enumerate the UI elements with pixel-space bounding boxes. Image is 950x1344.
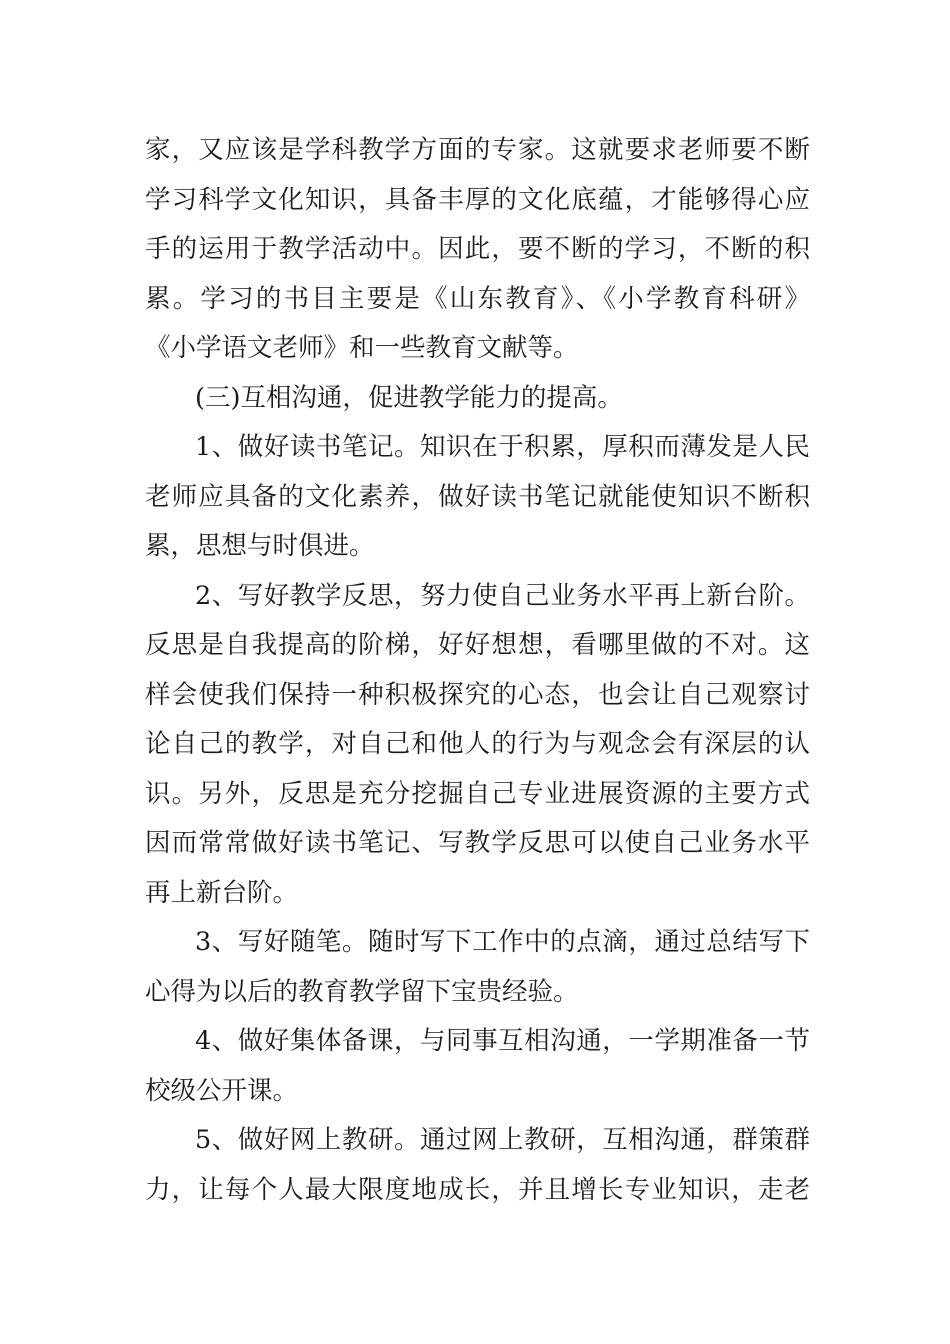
text-line: 样会使我们保持一种积极探究的心态，也会让自己观察讨 bbox=[145, 680, 810, 710]
text-line: 学习科学文化知识，具备丰厚的文化底蕴，才能够得心应 bbox=[145, 185, 810, 215]
text-line: 论自己的教学，对自己和他人的行为与观念会有深层的认 bbox=[145, 729, 810, 759]
text-line: 力，让每个人最大限度地成长，并且增长专业知识，走老 bbox=[145, 1175, 810, 1205]
text-line: 3、写好随笔。随时写下工作中的点滴，通过总结写下 bbox=[195, 927, 810, 957]
text-line: 识。另外，反思是充分挖掘自己专业进展资源的主要方式 bbox=[145, 779, 810, 809]
text-line: 1、做好读书笔记。知识在于积累，厚积而薄发是人民 bbox=[195, 432, 810, 462]
text-line: 累，思想与时俱进。 bbox=[145, 531, 375, 561]
text-line: 心得为以后的教育教学留下宝贵经验。 bbox=[145, 977, 579, 1007]
text-line: 手的运用于教学活动中。因此，要不断的学习，不断的积 bbox=[145, 234, 810, 264]
text-line: 4、做好集体备课，与同事互相沟通，一学期准备一节 bbox=[195, 1026, 810, 1056]
text-line: 老师应具备的文化素养，做好读书笔记就能使知识不断积 bbox=[145, 482, 810, 512]
section-heading: (三)互相沟通，促进教学能力的提高。 bbox=[195, 383, 623, 413]
text-line: 家，又应该是学科教学方面的专家。这就要求老师要不断 bbox=[145, 135, 810, 165]
text-line: 累。学习的书目主要是《山东教育》、《小学教育科研》 bbox=[145, 284, 810, 314]
text-line: 反思是自我提高的阶梯，好好想想，看哪里做的不对。这 bbox=[145, 630, 810, 660]
text-line: 《小学语文老师》和一些教育文献等。 bbox=[145, 333, 579, 363]
text-line: 5、做好网上教研。通过网上教研，互相沟通，群策群 bbox=[195, 1125, 810, 1155]
text-line: 再上新台阶。 bbox=[145, 878, 299, 908]
text-line: 2、写好教学反思，努力使自己业务水平再上新台阶。 bbox=[195, 581, 810, 611]
text-line: 因而常常做好读书笔记、写教学反思可以使自己业务水平 bbox=[145, 828, 810, 858]
text-line: 校级公开课。 bbox=[145, 1076, 299, 1106]
